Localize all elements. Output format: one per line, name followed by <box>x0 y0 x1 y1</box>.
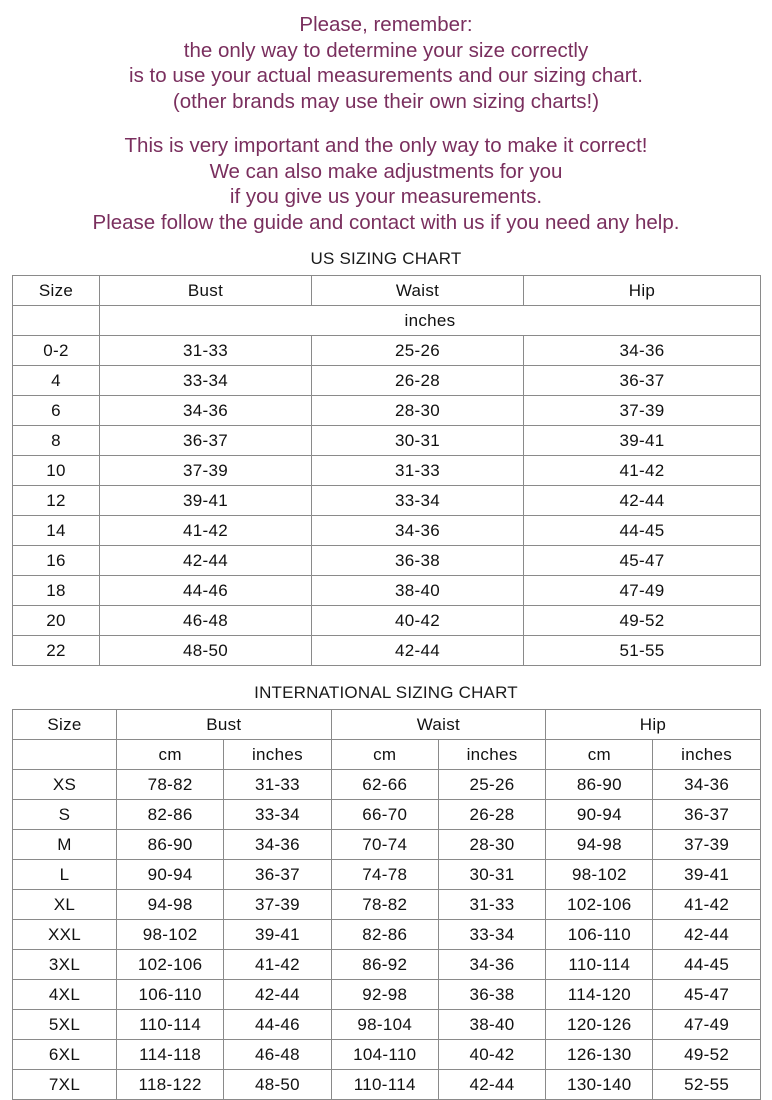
table-group-header-row <box>13 710 761 740</box>
cell-bust-cm: 98-102 <box>117 920 224 950</box>
cell-size: 3XL <box>13 950 117 980</box>
unit-row-blank <box>13 306 100 336</box>
cell-size: XL <box>13 890 117 920</box>
table-row <box>13 890 761 920</box>
cell-bust: 46-48 <box>100 606 312 636</box>
table-row <box>13 800 761 830</box>
cell-waist-inches: 34-36 <box>438 950 545 980</box>
cell-waist-inches: 25-26 <box>438 770 545 800</box>
cell-hip: 34-36 <box>524 336 761 366</box>
cell-size: 6 <box>13 396 100 426</box>
cell-hip-cm: 120-126 <box>546 1010 653 1040</box>
column-header-size: Size <box>13 276 100 306</box>
cell-size: 6XL <box>13 1040 117 1070</box>
cell-bust-inches: 41-42 <box>224 950 331 980</box>
table-row <box>13 1010 761 1040</box>
cell-size: 16 <box>13 546 100 576</box>
cell-waist-cm: 82-86 <box>331 920 438 950</box>
table-header-row <box>13 276 761 306</box>
table-unit-header-row <box>13 740 761 770</box>
cell-hip-inches: 45-47 <box>653 980 760 1010</box>
table-unit-row <box>13 306 761 336</box>
unit-header-bust-inches: inches <box>224 740 331 770</box>
cell-bust-inches: 34-36 <box>224 830 331 860</box>
cell-waist: 36-38 <box>312 546 524 576</box>
cell-waist-cm: 92-98 <box>331 980 438 1010</box>
cell-waist-cm: 98-104 <box>331 1010 438 1040</box>
cell-hip-inches: 41-42 <box>653 890 760 920</box>
cell-waist-inches: 33-34 <box>438 920 545 950</box>
intro-line: the only way to determine your size correctly <box>183 38 589 62</box>
cell-size: 4XL <box>13 980 117 1010</box>
table-row <box>13 920 761 950</box>
table-row <box>13 576 761 606</box>
cell-bust-inches: 44-46 <box>224 1010 331 1040</box>
us-chart-wrapper <box>12 275 760 666</box>
table-row <box>13 486 761 516</box>
cell-waist: 25-26 <box>312 336 524 366</box>
cell-waist-inches: 30-31 <box>438 860 545 890</box>
cell-size: XXL <box>13 920 117 950</box>
cell-waist: 34-36 <box>312 516 524 546</box>
cell-hip: 44-45 <box>524 516 761 546</box>
cell-waist: 42-44 <box>312 636 524 666</box>
cell-hip: 41-42 <box>524 456 761 486</box>
cell-hip-inches: 44-45 <box>653 950 760 980</box>
cell-size: 22 <box>13 636 100 666</box>
intro-paragraph-2 <box>0 133 772 235</box>
cell-waist-cm: 78-82 <box>331 890 438 920</box>
cell-hip-inches: 49-52 <box>653 1040 760 1070</box>
cell-hip-cm: 106-110 <box>546 920 653 950</box>
cell-bust-inches: 48-50 <box>224 1070 331 1100</box>
cell-waist-inches: 26-28 <box>438 800 545 830</box>
cell-hip-cm: 102-106 <box>546 890 653 920</box>
cell-bust-inches: 46-48 <box>224 1040 331 1070</box>
table-row <box>13 830 761 860</box>
unit-header-blank <box>13 740 117 770</box>
unit-header-hip-inches: inches <box>653 740 760 770</box>
us-chart-title: US SIZING CHART <box>310 249 462 268</box>
cell-size: 7XL <box>13 1070 117 1100</box>
column-header-hip: Hip <box>546 710 761 740</box>
cell-size: 14 <box>13 516 100 546</box>
cell-bust-cm: 82-86 <box>117 800 224 830</box>
cell-waist-cm: 70-74 <box>331 830 438 860</box>
intro-line: Please, remember: <box>299 13 473 36</box>
intro-line: if you give us your measurements. <box>229 185 543 208</box>
cell-waist-inches: 40-42 <box>438 1040 545 1070</box>
cell-bust-inches: 31-33 <box>224 770 331 800</box>
unit-header-waist-cm: cm <box>331 740 438 770</box>
column-header-size: Size <box>13 710 117 740</box>
intro-line: This is very important and the only way to make it correct! <box>124 134 648 157</box>
unit-row-label: inches <box>100 306 761 336</box>
unit-header-waist-inches: inches <box>438 740 545 770</box>
unit-header-hip-cm: cm <box>546 740 653 770</box>
cell-hip-cm: 94-98 <box>546 830 653 860</box>
cell-waist: 31-33 <box>312 456 524 486</box>
cell-waist-cm: 104-110 <box>331 1040 438 1070</box>
cell-bust: 44-46 <box>100 576 312 606</box>
table-row <box>13 950 761 980</box>
cell-bust: 37-39 <box>100 456 312 486</box>
column-header-waist: Waist <box>331 710 546 740</box>
cell-waist-cm: 66-70 <box>331 800 438 830</box>
cell-waist-cm: 74-78 <box>331 860 438 890</box>
intro-line: Please follow the guide and contact with us if you need any help. <box>92 210 680 234</box>
cell-size: L <box>13 860 117 890</box>
cell-size: 5XL <box>13 1010 117 1040</box>
cell-size: 8 <box>13 426 100 456</box>
column-header-bust: Bust <box>100 276 312 306</box>
cell-size: 0-2 <box>13 336 100 366</box>
cell-waist: 28-30 <box>312 396 524 426</box>
column-header-hip: Hip <box>524 276 761 306</box>
cell-size: S <box>13 800 117 830</box>
cell-bust-inches: 37-39 <box>224 890 331 920</box>
cell-bust-cm: 102-106 <box>117 950 224 980</box>
cell-hip: 42-44 <box>524 486 761 516</box>
cell-hip-cm: 98-102 <box>546 860 653 890</box>
table-row <box>13 366 761 396</box>
cell-hip-cm: 90-94 <box>546 800 653 830</box>
cell-size: M <box>13 830 117 860</box>
cell-hip-cm: 130-140 <box>546 1070 653 1100</box>
cell-hip: 47-49 <box>524 576 761 606</box>
column-header-waist: Waist <box>312 276 524 306</box>
cell-size: 4 <box>13 366 100 396</box>
intro-note <box>0 0 772 235</box>
cell-bust: 34-36 <box>100 396 312 426</box>
cell-hip-inches: 42-44 <box>653 920 760 950</box>
cell-waist-inches: 31-33 <box>438 890 545 920</box>
table-row <box>13 636 761 666</box>
table-row <box>13 426 761 456</box>
table-row <box>13 860 761 890</box>
cell-waist: 33-34 <box>312 486 524 516</box>
cell-bust: 33-34 <box>100 366 312 396</box>
intro-paragraph-1 <box>0 12 772 116</box>
cell-hip-inches: 39-41 <box>653 860 760 890</box>
cell-waist-inches: 42-44 <box>438 1070 545 1100</box>
cell-waist-cm: 110-114 <box>331 1070 438 1100</box>
cell-waist: 38-40 <box>312 576 524 606</box>
cell-hip: 39-41 <box>524 426 761 456</box>
cell-bust: 36-37 <box>100 426 312 456</box>
cell-hip-inches: 36-37 <box>653 800 760 830</box>
table-row <box>13 396 761 426</box>
column-header-bust: Bust <box>117 710 332 740</box>
cell-waist: 40-42 <box>312 606 524 636</box>
cell-size: 10 <box>13 456 100 486</box>
cell-waist-inches: 38-40 <box>438 1010 545 1040</box>
cell-size: 12 <box>13 486 100 516</box>
cell-hip: 49-52 <box>524 606 761 636</box>
cell-bust-cm: 78-82 <box>117 770 224 800</box>
cell-waist-cm: 62-66 <box>331 770 438 800</box>
cell-hip: 45-47 <box>524 546 761 576</box>
cell-size: 20 <box>13 606 100 636</box>
table-row <box>13 1070 761 1100</box>
cell-bust: 42-44 <box>100 546 312 576</box>
intro-spacer <box>0 116 772 133</box>
cell-hip-cm: 114-120 <box>546 980 653 1010</box>
cell-hip-inches: 47-49 <box>653 1010 760 1040</box>
intro-line: is to use your actual measurements and our sizing chart. <box>129 64 643 87</box>
cell-waist: 26-28 <box>312 366 524 396</box>
international-sizing-table <box>12 709 761 1100</box>
cell-bust-cm: 86-90 <box>117 830 224 860</box>
cell-size: XS <box>13 770 117 800</box>
table-row <box>13 336 761 366</box>
cell-waist-inches: 36-38 <box>438 980 545 1010</box>
cell-hip-inches: 37-39 <box>653 830 760 860</box>
cell-hip-cm: 86-90 <box>546 770 653 800</box>
cell-bust-cm: 94-98 <box>117 890 224 920</box>
cell-hip-cm: 126-130 <box>546 1040 653 1070</box>
cell-bust: 48-50 <box>100 636 312 666</box>
cell-waist-inches: 28-30 <box>438 830 545 860</box>
cell-bust-inches: 33-34 <box>224 800 331 830</box>
table-row <box>13 770 761 800</box>
cell-hip: 36-37 <box>524 366 761 396</box>
table-row <box>13 456 761 486</box>
cell-bust: 39-41 <box>100 486 312 516</box>
cell-hip: 51-55 <box>524 636 761 666</box>
cell-bust-cm: 90-94 <box>117 860 224 890</box>
cell-bust-inches: 42-44 <box>224 980 331 1010</box>
cell-bust: 31-33 <box>100 336 312 366</box>
intro-line: We can also make adjustments for you <box>209 159 563 183</box>
table-row <box>13 606 761 636</box>
cell-bust-cm: 114-118 <box>117 1040 224 1070</box>
intl-chart-wrapper <box>12 709 760 1100</box>
cell-bust-inches: 36-37 <box>224 860 331 890</box>
table-row <box>13 516 761 546</box>
cell-bust-cm: 118-122 <box>117 1070 224 1100</box>
table-row <box>13 546 761 576</box>
cell-hip-inches: 34-36 <box>653 770 760 800</box>
us-sizing-table <box>12 275 761 666</box>
intro-line: (other brands may use their own sizing charts!) <box>172 89 600 113</box>
unit-header-bust-cm: cm <box>117 740 224 770</box>
cell-bust-inches: 39-41 <box>224 920 331 950</box>
cell-bust-cm: 110-114 <box>117 1010 224 1040</box>
cell-size: 18 <box>13 576 100 606</box>
cell-hip-cm: 110-114 <box>546 950 653 980</box>
cell-bust-cm: 106-110 <box>117 980 224 1010</box>
table-row <box>13 980 761 1010</box>
table-row <box>13 1040 761 1070</box>
cell-bust: 41-42 <box>100 516 312 546</box>
cell-waist-cm: 86-92 <box>331 950 438 980</box>
cell-hip-inches: 52-55 <box>653 1070 760 1100</box>
intl-chart-title: INTERNATIONAL SIZING CHART <box>254 683 518 702</box>
cell-hip: 37-39 <box>524 396 761 426</box>
cell-waist: 30-31 <box>312 426 524 456</box>
